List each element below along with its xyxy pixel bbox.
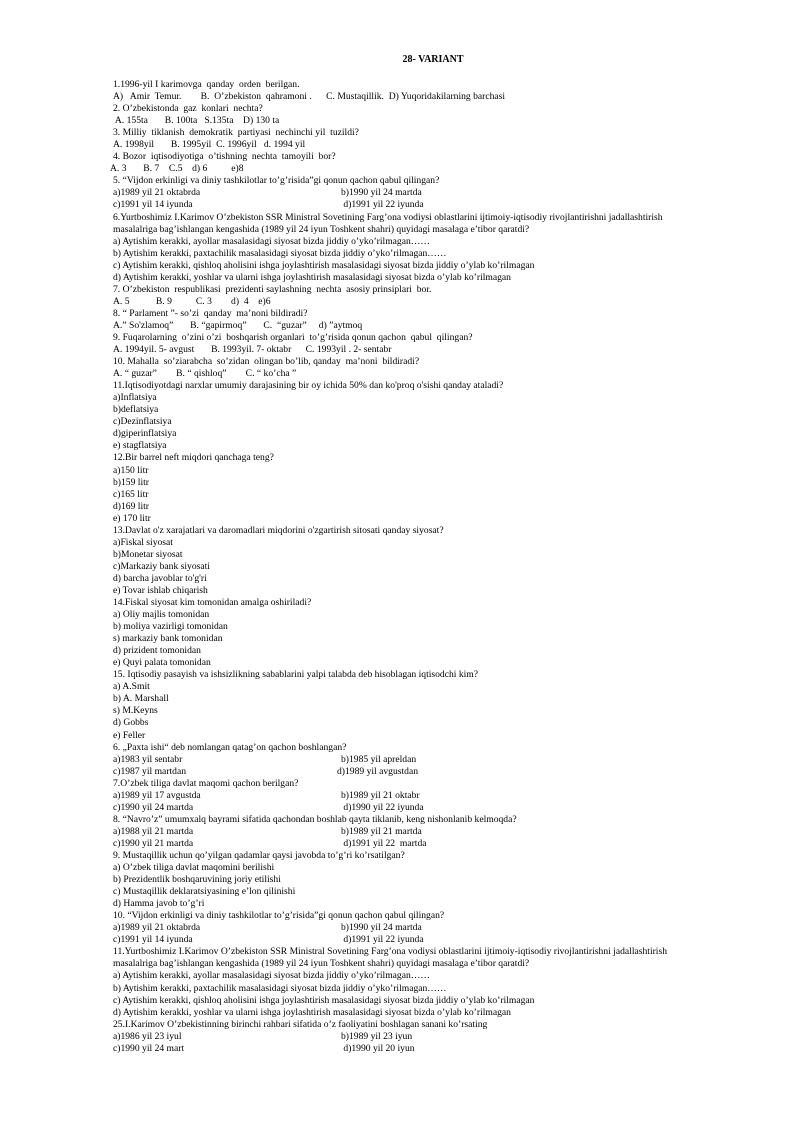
text-line: a)Fiskal siyosat <box>113 536 173 548</box>
answer-option: c)1990 yil 24 martda <box>113 801 194 813</box>
text-line: 4. Bozor iqtisodiyotiga o’tishning nechta tamoyili bor? <box>113 151 336 163</box>
text-line: A. 155ta B. 100ta S.135ta D) 130 ta <box>113 115 280 127</box>
text-line: 6.Yurtboshimiz I.Karimov O’zbekiston SSR Ministral Sovetining Farg’ona vodiysi oblastlarini ijtimoiy-iqtisodiy rivojlantirishni jadallashtirish <box>113 211 663 223</box>
answer-option: c)1990 yil 21 martda <box>113 837 194 849</box>
answer-option: c)1990 yil 24 mart <box>113 1042 185 1054</box>
text-line: A) Amir Temur. B. O’zbekiston qahramoni . C. Mustaqillik. D) Yuqoridakilarning barchasi <box>113 91 506 103</box>
answer-option: a)1988 yil 21 martda <box>113 825 194 837</box>
text-line: 11.Iqtisodiyotdagi narxlar umumiy darajasining bir oy ichida 50% dan ko'proq o'sishi qanday ataladi? <box>113 380 504 392</box>
text-line: c) Mustaqillik deklaratsiyasining e’lon qilinishi <box>113 886 296 898</box>
text-line: c)Markaziy bank siyosati <box>113 560 210 572</box>
answer-option: b)1989 yil 21 martda <box>341 825 422 837</box>
text-line: 25.I.Karimov O’zbekistinning birinchi rahbari sifatida o’z faoliyatini boshlagan sanani ko’rsating <box>113 1018 488 1030</box>
text-line: 9. Fuqarolarning o’zini o’zi boshqarish organlari to’g’risida qonun qachon qabul qilingan? <box>113 331 473 343</box>
answer-option: a)1986 yil 23 iyul <box>113 1030 182 1042</box>
answer-option: d)1989 yil avgustdan <box>337 765 419 777</box>
text-line: 7. O’zbekiston respublikasi prezidenti saylashning nechta asosiy prinsiplari bor. <box>113 283 432 295</box>
answer-row <box>113 187 763 199</box>
text-line: c) Aytishim kerakki, qishloq aholisini ishga joylashtirish masalasidagi siyosat bizda jiddiy o’ylab ko’rilmagan <box>113 994 535 1006</box>
text-line: 5. “Vijdon erkinligi va diniy tashkilotlar to’g’risida”gi qonun qachon qabul qilingan? <box>113 175 440 187</box>
text-line: e) Tovar ishlab chiqarish <box>113 584 208 596</box>
text-line: a)150 litr <box>113 464 149 476</box>
answer-option: d)1990 yil 22 iyunda <box>341 801 424 813</box>
answer-option: a)1983 yil sentabr <box>113 753 183 765</box>
answer-option: b)1990 yil 24 martda <box>341 922 422 934</box>
answer-option: b)1985 yil apreldan <box>341 753 417 765</box>
answer-row <box>113 934 763 946</box>
question-list <box>110 79 763 1055</box>
text-line: b)deflatsiya <box>113 404 159 416</box>
answer-row <box>113 1043 763 1055</box>
text-line: e) Feller <box>113 729 146 741</box>
text-line: 14.Fiskal siyosat kim tomonidan amalga oshiriladi? <box>113 597 312 609</box>
text-line: 8. “Navro’z” umumxalq bayrami sifatida qachondan boshlab qayta tiklanib, keng nishonlanib kelmoqda? <box>113 813 517 825</box>
text-line: a) A.Smit <box>113 681 150 693</box>
answer-option: d)1991 yil 22 martda <box>341 837 427 849</box>
text-line: 2. O’zbekistonda gaz konlari nechta? <box>113 103 263 115</box>
text-line: 12.Bir barrel neft miqdori qanchaga teng? <box>113 452 274 464</box>
text-line: c)Dezinflatsiya <box>113 416 172 428</box>
text-line: b) Prezidentlik boshqaruvining joriy etilishi <box>113 874 281 886</box>
text-line: d) barcha javoblar to'g'ri <box>113 572 207 584</box>
answer-row <box>113 826 763 838</box>
answer-option: d)1991 yil 22 iyunda <box>341 934 424 946</box>
answer-option: d)1990 yil 20 iyun <box>341 1042 415 1054</box>
text-line: 3. Milliy tiklanish demokratik partiyasi nechinchi yil tuzildi? <box>113 127 359 139</box>
answer-option: b)1989 yil 21 oktabr <box>341 789 420 801</box>
answer-option: b)1990 yil 24 martda <box>341 187 422 199</box>
text-line: d) prizident tomonidan <box>113 645 201 657</box>
text-line: a) O’zbek tiliga davlat maqomini berilishi <box>113 862 275 874</box>
answer-option: a)1989 yil 21 oktabrda <box>113 187 201 199</box>
answer-option: a)1989 yil 21 oktabrda <box>113 922 201 934</box>
text-line: d) Aytishim kerakki, yoshlar va ularni ishga joylashtirish masalasidagi siyosat bizda o’ylab ko’rilmagan <box>113 271 511 283</box>
text-line: b) Aytishim kerakki, paxtachilik masalasidagi siyosat bizda jiddiy o’yko’rilmagan…… <box>113 247 447 259</box>
text-line: masalalriga bag’ishlangan kengashida (1989 yil 24 iyun Toshkent shahri) quyidagi masalaga e’tibor qaratdi? <box>113 223 530 235</box>
text-line: 10. Mahalla so’ziarabcha so’zidan olingan bo’lib, qanday ma’noni bildiradi? <box>113 356 420 368</box>
text-line: b) Aytishim kerakki, paxtachilik masalasidagi siyosat bizda jiddiy o’yko’rilmagan…… <box>113 982 447 994</box>
text-line: 1.1996-yil I karimovga qanday orden berilgan. <box>113 79 300 90</box>
text-line: s) M.Keyns <box>113 705 158 717</box>
text-line: b) moliya vazirligi tomonidan <box>113 621 228 633</box>
text-line: e) stagflatsiya <box>113 440 167 452</box>
text-line: c)165 litr <box>113 488 149 500</box>
text-line: masalalriga bag’ishlangan kengashida (1989 yil 24 iyun Toshkent shahri) quyidagi masalaga e’tibor qaratdi? <box>113 958 530 970</box>
text-line: 9. Mustaqillik uchun qo’yilgan qadamlar qaysi javobda to’g’ri ko’rsatilgan? <box>113 850 405 861</box>
text-line: 15. Iqtisodiy pasayish va ishsizlikning sabablarini yalpi talabda deb hisoblagan iqtisodchi kim? <box>113 669 479 681</box>
text-line: a) Oliy majlis tomonidan <box>113 609 210 621</box>
text-line: A. “ guzar” B. “ qishloq” C. “ ko’cha ” <box>113 368 297 380</box>
text-line: e) Quyi palata tomonidan <box>113 657 211 669</box>
text-line: d) Gobbs <box>113 717 149 729</box>
text-line: e) 170 litr <box>113 512 151 524</box>
answer-option: d)1991 yil 22 iyunda <box>341 199 424 211</box>
answer-row <box>113 766 763 778</box>
answer-row <box>113 790 763 802</box>
answer-option: b)1989 yil 23 iyun <box>341 1030 413 1042</box>
text-line: 13.Davlat o'z xarajatlari va daromadlari miqdorini o'zgartirish sitosati qanday siyosat? <box>113 524 444 536</box>
answer-row <box>113 802 763 814</box>
text-line: d)169 litr <box>113 500 149 512</box>
text-line: d)giperinflatsiya <box>113 428 177 440</box>
text-line: b)159 litr <box>113 476 149 488</box>
answer-row <box>113 199 763 211</box>
answer-option: c)1991 yil 14 iyunda <box>113 934 193 946</box>
text-line: 6. „Paxta ishi“ deb nomlangan qatag’on qachon boshlangan? <box>113 741 347 753</box>
text-line: A. 1994yil. 5- avgust B. 1993yil. 7- oktabr C. 1993yil . 2- sentabr <box>113 344 392 356</box>
text-line: a) Aytishim kerakki, ayollar masalasidagi siyosat bizda jiddiy o’yko’rilmagan…… <box>113 235 430 247</box>
answer-row <box>113 1031 763 1043</box>
text-line: A. 1998yil B. 1995yil C. 1996yil d. 1994 yil <box>113 139 306 151</box>
text-line: c) Aytishim kerakki, qishloq aholisini ishga joylashtirish masalasidagi siyosat bizda jiddiy o’ylab ko’rilmagan <box>113 259 535 271</box>
text-line: A. 3 B. 7 C.5 d) 6 e)8 <box>110 163 244 175</box>
text-line: s) markaziy bank tomonidan <box>113 633 223 645</box>
text-line: d) Hamma javob to’g’ri <box>113 898 205 910</box>
text-line: A.” So'zlamoq” B. “gapirmoq” C. “guzar” d) ”aytmoq <box>113 319 363 331</box>
answer-option: c)1987 yil martdan <box>113 765 186 777</box>
text-line: A. 5 B. 9 C. 3 d) 4 e)6 <box>113 295 271 307</box>
text-line: 7.O’zbek tiliga davlat maqomi qachon berilgan? <box>113 777 299 789</box>
text-line: 8. “ Parlament ”- so’zi qanday ma’noni bildiradi? <box>113 307 308 319</box>
text-line: a) Aytishim kerakki, ayollar masalasidagi siyosat bizda jiddiy o’yko’rilmagan…… <box>113 970 430 982</box>
text-line: a)Inflatsiya <box>113 392 157 404</box>
text-line: 10. “Vijdon erkinligi va diniy tashkilotlar to’g’risida”gi qonun qachon qabul qilingan? <box>113 910 445 922</box>
text-line: 11.Yurtboshimiz I.Karimov O’zbekiston SSR Ministral Sovetining Farg’ona vodiysi oblastlarini ijtimoiy-iqtisodiy rivojlantirishni jadallashtirish <box>113 946 668 958</box>
text-line: b) A. Marshall <box>113 693 169 705</box>
answer-option: c)1991 yil 14 iyunda <box>113 199 193 211</box>
text-line: d) Aytishim kerakki, yoshlar va ularni ishga joylashtirish masalasidagi siyosat bizda o’ylab ko’rilmagan <box>113 1006 511 1018</box>
answer-option: a)1989 yil 17 avgustda <box>113 789 201 801</box>
text-line: b)Monetar siyosat <box>113 548 183 560</box>
answer-row <box>113 838 763 850</box>
answer-row <box>113 754 763 766</box>
page-title: 28- VARIANT <box>402 54 464 65</box>
answer-row <box>113 922 763 934</box>
